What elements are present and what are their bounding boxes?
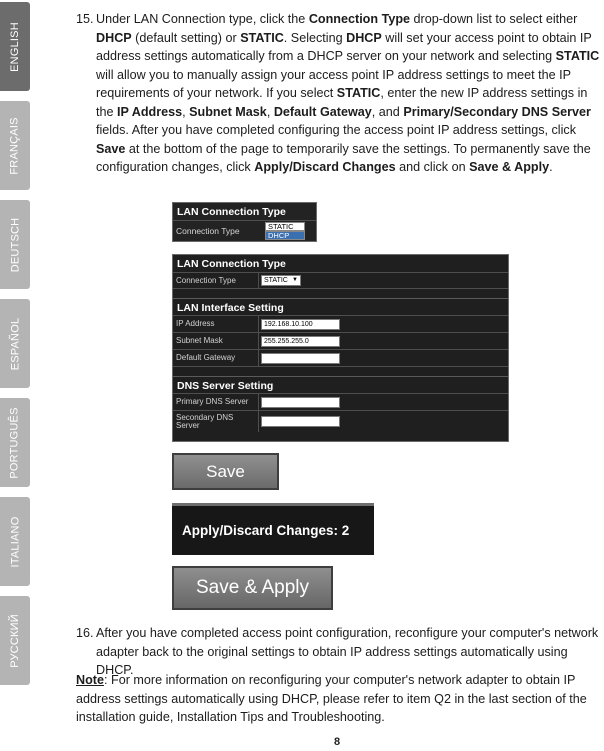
lang-tab-label: ENGLISH bbox=[9, 21, 22, 72]
connection-type-dropdown-list[interactable] bbox=[265, 222, 305, 240]
default-gateway-field[interactable] bbox=[261, 353, 340, 364]
lang-tab-label: PORTUGUÊS bbox=[9, 406, 21, 479]
lang-tab-espanol[interactable] bbox=[0, 299, 30, 388]
lan-settings-screenshot bbox=[172, 254, 509, 442]
primary-dns-row bbox=[173, 393, 508, 410]
note-text: : For more information on reconfiguring your computer's network adapter to obtain IP address settings automatically using DHCP, please refer to item Q2 in the last section of the installation guide, Installation Tips and Troubleshooting. bbox=[76, 673, 587, 724]
secondary-dns-row bbox=[173, 410, 508, 432]
subnet-mask-label: Subnet Mask bbox=[176, 336, 223, 345]
default-gateway-label: Default Gateway bbox=[176, 353, 236, 362]
connection-type-label: Connection Type bbox=[176, 226, 240, 236]
connection-type-select[interactable]: STATIC ▼ bbox=[261, 275, 301, 286]
lang-tab-francais[interactable] bbox=[0, 101, 30, 190]
lang-tab-portugues[interactable] bbox=[0, 398, 30, 487]
lang-tab-italiano[interactable] bbox=[0, 497, 30, 586]
page-number: 8 bbox=[334, 736, 341, 748]
connection-type-label: Connection Type bbox=[176, 275, 236, 285]
ip-address-label: IP Address bbox=[176, 319, 215, 328]
default-gateway-row bbox=[173, 349, 508, 366]
subnet-mask-field[interactable]: 255.255.255.0 bbox=[261, 336, 340, 347]
step-text: After you have completed access point configuration, reconfigure your computer's network adapter back to the original settings to obtain IP address settings automatically using DHCP. bbox=[96, 626, 599, 677]
lang-tab-label: РУССКИЙ bbox=[9, 613, 21, 668]
lan-interface-title: LAN Interface Setting bbox=[173, 298, 508, 315]
dropdown-option-dhcp[interactable]: DHCP bbox=[265, 231, 305, 240]
lan-connection-title: LAN Connection Type bbox=[177, 258, 286, 270]
step-number: 16. bbox=[76, 626, 94, 640]
dns-server-title: DNS Server Setting bbox=[173, 376, 508, 393]
secondary-dns-label: Secondary DNS Server bbox=[176, 412, 234, 430]
spacer bbox=[173, 288, 508, 298]
lang-tab-label: ITALIANO bbox=[9, 516, 22, 567]
lang-tab-russian[interactable] bbox=[0, 596, 30, 685]
lang-tab-deutsch[interactable] bbox=[0, 200, 30, 289]
spacer bbox=[173, 366, 508, 376]
secondary-dns-field[interactable] bbox=[261, 416, 340, 427]
panel-title: LAN Connection Type bbox=[177, 206, 286, 218]
note-label: Note bbox=[76, 673, 104, 687]
dropdown-option-static[interactable]: STATIC bbox=[265, 222, 305, 231]
lang-tab-label: DEUTSCH bbox=[9, 217, 22, 272]
step-15 bbox=[76, 10, 602, 177]
ip-address-row bbox=[173, 315, 508, 332]
chevron-down-icon: ▼ bbox=[292, 277, 298, 283]
lang-tab-label: FRANÇAIS bbox=[9, 116, 21, 175]
primary-dns-label: Primary DNS Server bbox=[176, 397, 249, 406]
apply-discard-changes-button[interactable]: Apply/Discard Changes: 2 bbox=[172, 503, 374, 555]
connection-type-row bbox=[173, 272, 508, 288]
note bbox=[76, 671, 602, 727]
step-number: 15. bbox=[76, 12, 94, 26]
save-and-apply-button[interactable]: Save & Apply bbox=[172, 566, 333, 610]
lan-connection-type-screenshot bbox=[172, 202, 317, 242]
subnet-mask-row bbox=[173, 332, 508, 349]
primary-dns-field[interactable] bbox=[261, 397, 340, 408]
ip-address-field[interactable]: 192.168.10.100 bbox=[261, 319, 340, 330]
save-button[interactable]: Save bbox=[172, 453, 279, 490]
lang-tab-label: ESPAÑOL bbox=[9, 317, 21, 370]
step-text: Under LAN Connection type, click the Connection Type drop-down list to select either DHCP (default setting) or STATIC. Selecting DHCP will set your access point to obtain IP address settings automatically from a DHCP server on your network and selecting STATIC will allow you to manually assign your access point IP address settings to meet the IP requirements of your network. If you select STATIC, enter the new IP address settings in the IP Address, Subnet Mask, Default Gateway, and Primary/Secondary DNS Server fields. After you have completed configuring the access point IP address settings, click Save at the bottom of the page to temporarily save the settings. To permanently save the configuration changes, click Apply/Discard Changes and click on Save & Apply. bbox=[96, 12, 600, 174]
lang-tab-english[interactable] bbox=[0, 2, 30, 91]
